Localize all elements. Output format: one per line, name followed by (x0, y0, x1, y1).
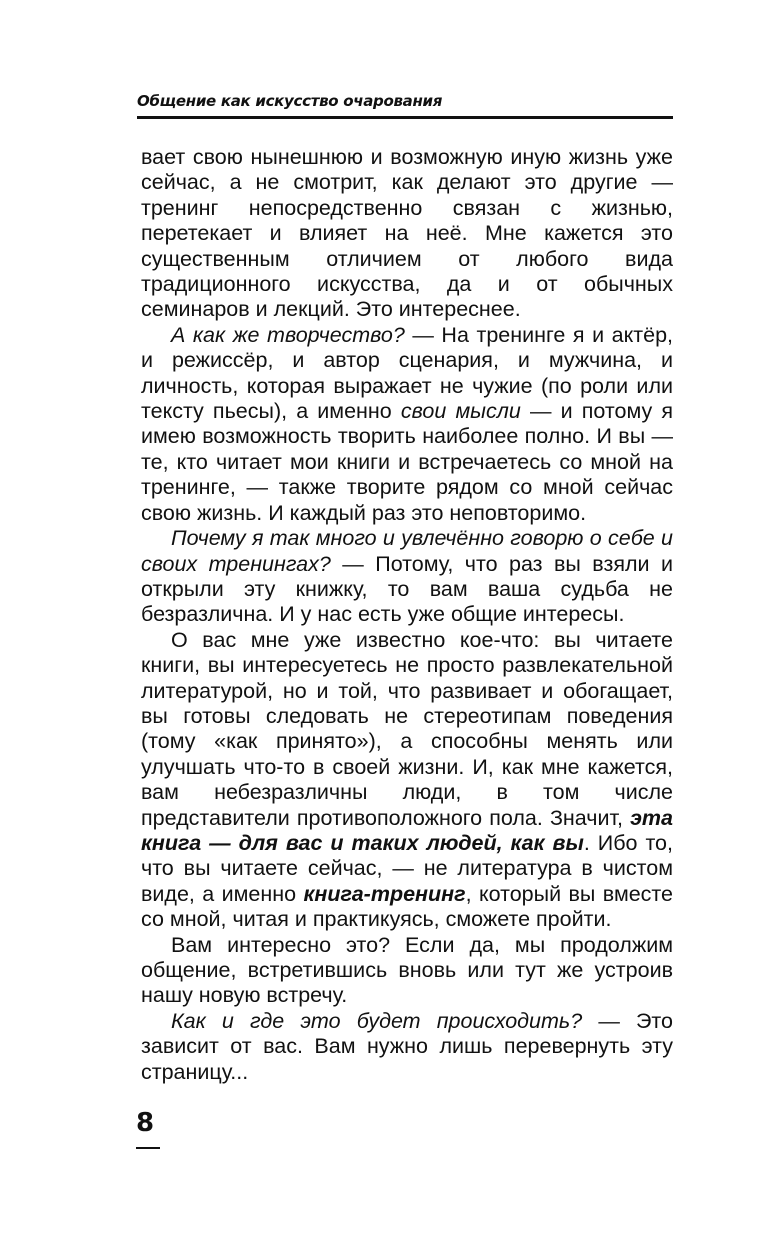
paragraph (141, 628, 673, 933)
text-run-italic: Как и где это будет происходить? (171, 1008, 583, 1033)
text-run: Вам интересно это? Если да, мы продолжим общение, встретившись вновь или тут же устроив нашу новую встречу. (141, 932, 673, 1008)
text-run: . Ибо то, что вы читаете сейчас, — не литература в чистом виде, а именно (141, 830, 673, 906)
page-number-rule (136, 1147, 160, 1149)
text-run-bold-italic: эта книга — для вас и таких людей, как вы (141, 805, 673, 855)
text-run: — Потому, что раз вы взяли и открыли эту книжку, то вам ваша судьба не безразлична. И у нас есть уже общие интересы. (141, 551, 673, 627)
body-text (141, 145, 673, 1085)
text-run-bold-italic: книга-тренинг (303, 881, 466, 906)
paragraph (141, 933, 673, 1009)
paragraph (141, 526, 673, 628)
header-rule (137, 116, 673, 119)
text-run-italic: Почему я так много и увлечённо говорю о себе и своих тренингах? (141, 526, 673, 576)
paragraph (141, 145, 673, 323)
running-title: Общение как искусство очарования (137, 92, 443, 110)
text-run-italic: А как же творчество? (171, 322, 405, 347)
page-number: 8 (136, 1108, 155, 1138)
text-run: О вас мне уже известно кое-что: вы читаете книги, вы интересуетесь не просто развлекательной литературой, но и той, что развивает и обогащает, вы готовы следовать не стереотипам поведения (тому «как принято»), а способны менять или улучшать что-то в своей жизни. И, как мне кажется, вам небезразличны люди, в том числе представители противоположного пола. Значит, (141, 627, 673, 830)
text-run: , который вы вместе со мной, читая и практикуясь, сможете пройти. (141, 881, 673, 932)
paragraph (141, 1009, 673, 1085)
text-run: — На тренинге я и актёр, и режиссёр, и автор сценария, и мужчина, и личность, которая выражает не чужие (по роли или тексту пьесы), а именно (141, 322, 673, 424)
text-run-italic: свои мысли (400, 399, 521, 424)
text-run: — и потому я имею возможность творить наиболее полно. И вы — те, кто читает мои книги и встречаетесь со мной на тренинге, — также творите рядом со мной сейчас свою жизнь. И каждый раз это неповторимо. (141, 399, 673, 525)
text-run: — Это зависит от вас. Вам нужно лишь перевернуть эту страницу... (141, 1008, 673, 1084)
paragraph (141, 323, 673, 526)
text-run: вает свою нынешнюю и возможную иную жизнь уже сейчас, а не смотрит, как делают это другие — тренинг непосредственно связан с жизнью, перетекает и влияет на неё. Мне кажется это существенным отличием от любого вида традиционного искусства, да и от обычных семинаров и лекций. Это интереснее. (141, 145, 673, 322)
